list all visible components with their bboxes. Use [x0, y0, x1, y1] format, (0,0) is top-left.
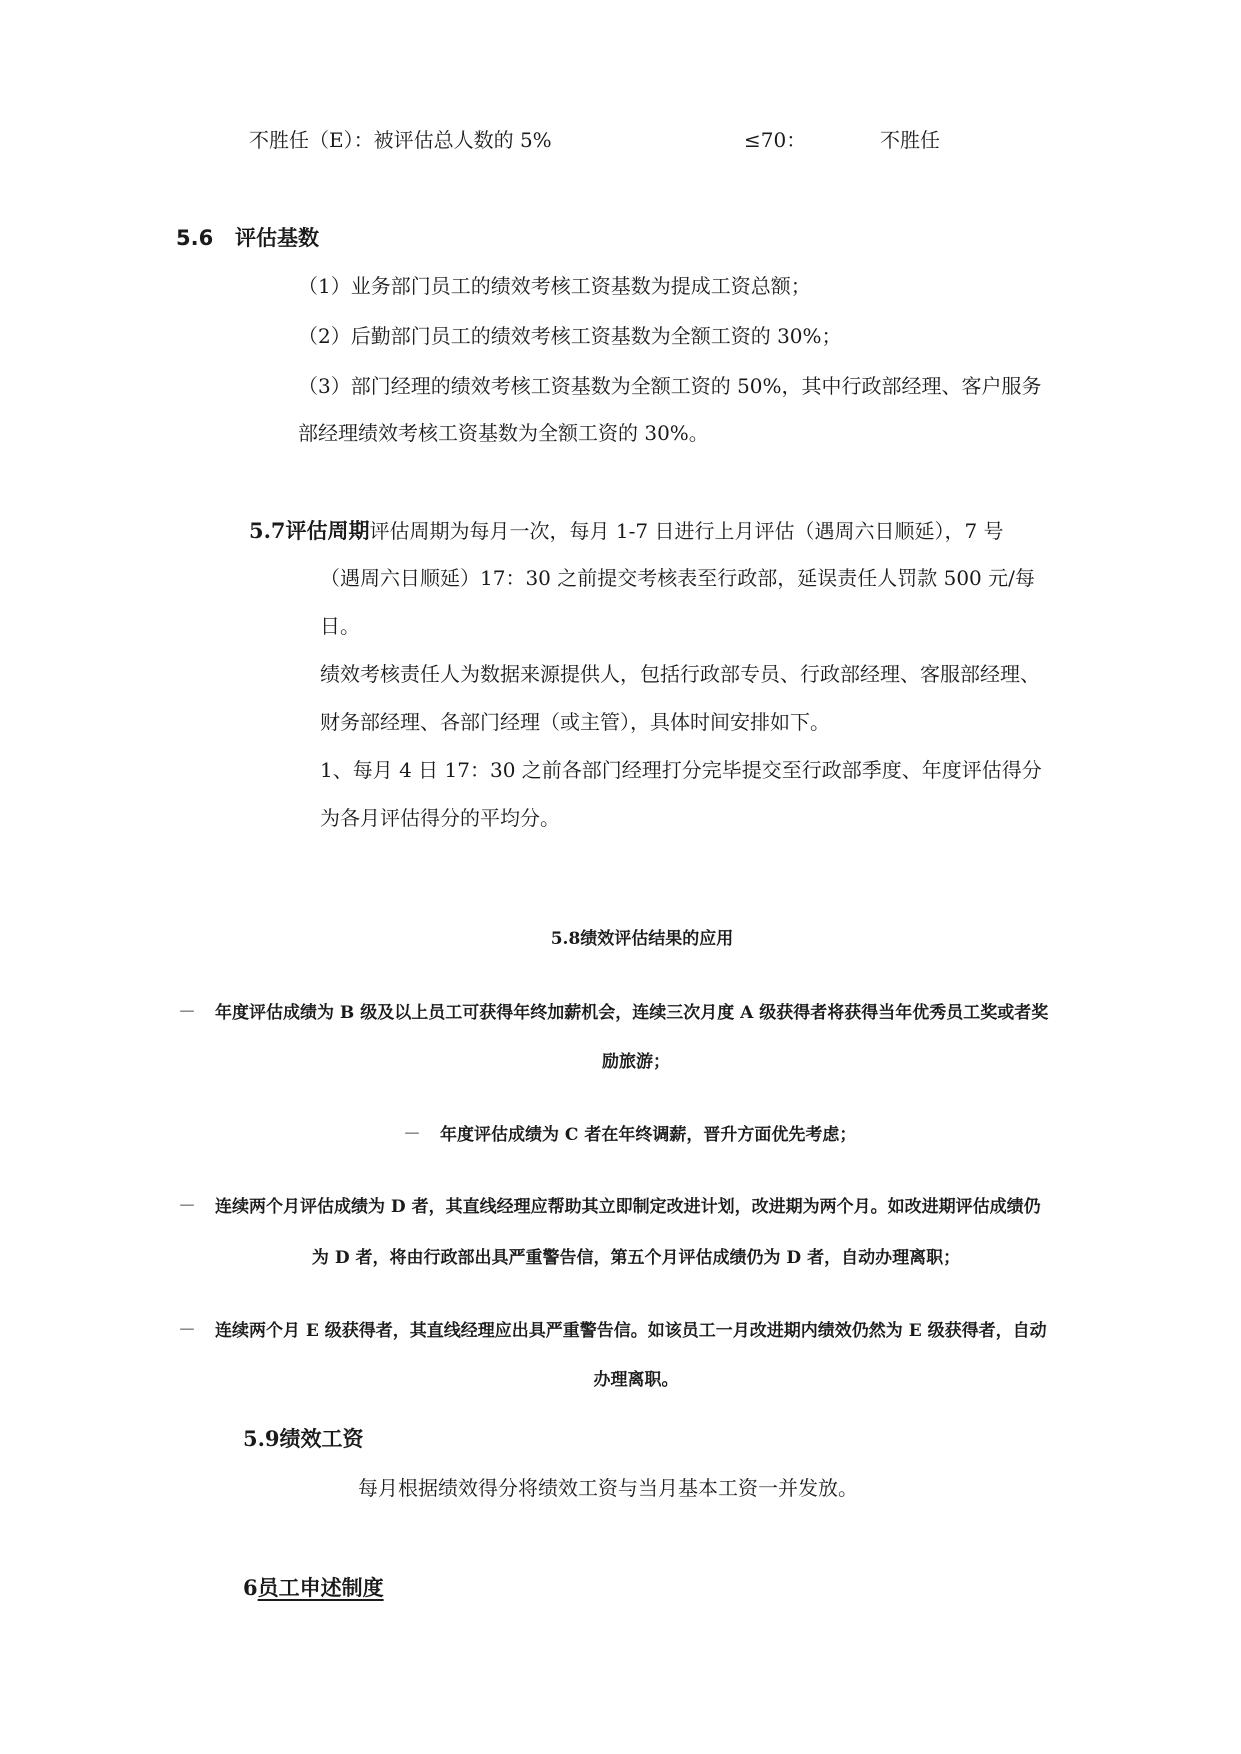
section-5-6-item-3-cont: 部经理绩效考核工资基数为全额工资的 30%。 — [298, 421, 709, 445]
section-6-heading — [243, 1575, 384, 1600]
grade-label: 不胜任 — [880, 128, 940, 152]
bullet-dash: － — [178, 1002, 196, 1023]
section-5-7-first-line-text: 评估周期为每月一次，每月 1-7 日进行上月评估（遇周六日顺延），7 号 — [369, 519, 1004, 543]
section-5-8-title: 5.8绩效评估结果的应用 — [550, 929, 734, 949]
grade-score: ≤70： — [744, 128, 807, 152]
bullet-4-line-2: 办理离职。 — [593, 1370, 679, 1390]
section-6-number: 6 — [243, 1575, 258, 1600]
bullet-1-line-1: 年度评估成绩为 B 级及以上员工可获得年终加薪机会，连续三次月度 A 级获得者将获得当年优秀员工奖或者奖 — [215, 1003, 1049, 1023]
grade-description: 不胜任（E）：被评估总人数的 5% — [249, 128, 552, 152]
section-5-7-line-3: 绩效考核责任人为数据来源提供人，包括行政部专员、行政部经理、客服部经理、 — [320, 662, 1040, 686]
section-5-7-line-2: 日。 — [320, 614, 360, 638]
section-5-7-first-line — [249, 518, 1004, 543]
section-5-6-number: 5.6 — [176, 226, 214, 250]
bullet-dash: － — [178, 1196, 196, 1217]
section-5-7-title: 5.7评估周期 — [249, 518, 370, 543]
section-5-6-item-2: （2）后勤部门员工的绩效考核工资基数为全额工资的 30%； — [298, 324, 842, 348]
bullet-1-line-2: 励旅游； — [602, 1052, 670, 1072]
bullet-dash: － — [403, 1124, 421, 1145]
section-5-7-line-4: 财务部经理、各部门经理（或主管），具体时间安排如下。 — [320, 710, 830, 734]
bullet-2-line-1: 年度评估成绩为 C 者在年终调薪，晋升方面优先考虑； — [440, 1125, 857, 1145]
section-5-6-item-1: （1）业务部门员工的绩效考核工资基数为提成工资总额； — [298, 274, 811, 298]
section-5-7-line-1: （遇周六日顺延）17：30 之前提交考核表至行政部，延误责任人罚款 500 元/每 — [320, 566, 1035, 590]
section-5-9-title: 5.9绩效工资 — [243, 1426, 364, 1451]
section-5-6-title: 评估基数 — [235, 226, 319, 250]
bullet-3-line-2: 为 D 者，将由行政部出具严重警告信，第五个月评估成绩仍为 D 者，自动办理离职； — [311, 1248, 961, 1268]
section-5-7-line-6: 为各月评估得分的平均分。 — [320, 806, 560, 830]
bullet-4-line-1: 连续两个月 E 级获得者，其直线经理应出具严重警告信。如该员工一月改进期内绩效仍然为 E 级获得者，自动 — [215, 1321, 1047, 1341]
section-5-6-item-3: （3）部门经理的绩效考核工资基数为全额工资的 50%，其中行政部经理、客户服务 — [298, 374, 1042, 398]
bullet-dash: － — [178, 1320, 196, 1341]
section-5-7-line-5: 1、每月 4 日 17：30 之前各部门经理打分完毕提交至行政部季度、年度评估得分 — [320, 758, 1042, 782]
section-5-9-text: 每月根据绩效得分将绩效工资与当月基本工资一并发放。 — [358, 1476, 858, 1500]
bullet-3-line-1: 连续两个月评估成绩为 D 者，其直线经理应帮助其立即制定改进计划，改进期为两个月。如改进期评估成绩仍 — [215, 1197, 1041, 1217]
section-6-title: 员工申述制度 — [257, 1575, 384, 1600]
